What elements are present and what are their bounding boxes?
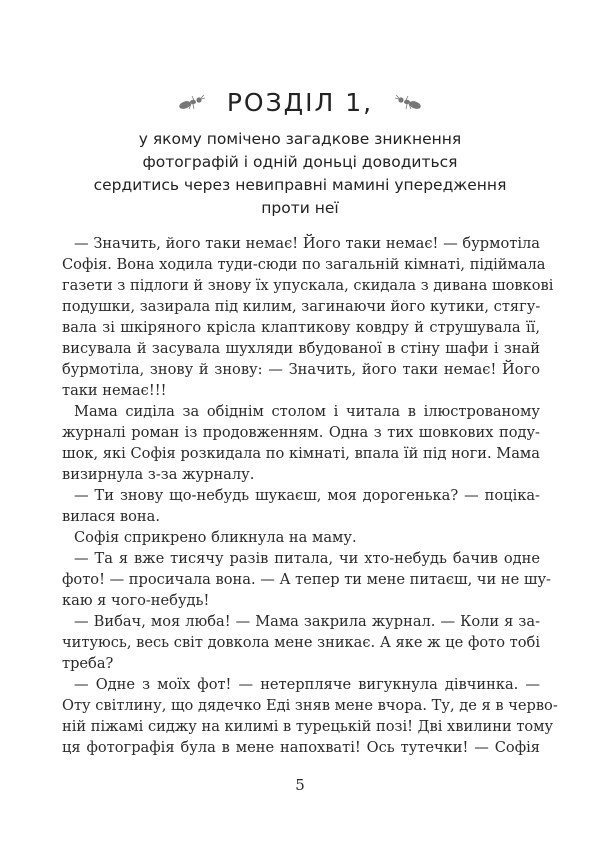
text-line: газети з підлоги й знову їх упускала, скидала з дивана шовкові	[62, 277, 554, 294]
chapter-title: РОЗДІЛ 1,	[226, 87, 374, 117]
subtitle-line: проти неї	[261, 199, 339, 217]
text-line: каю я чого-небудь!	[62, 592, 210, 609]
text-line: Софія сприкрено бликнула на маму.	[74, 529, 357, 546]
text-line: визирнула з-за журналу.	[62, 466, 255, 483]
subtitle-line: у якому помічено загадкове зникнення	[138, 130, 462, 148]
text-line: ній піжамі сиджу на килимі в турецькій позі! Дві хвилини тому	[62, 718, 554, 735]
text-line: Софія. Вона ходила туди-сюди по загальній кімнаті, підіймала	[62, 256, 546, 273]
text-line: читуюсь, весь світ довкола мене зникає. А яке ж це фото тобі	[62, 634, 540, 651]
text-line: треба?	[62, 655, 114, 672]
text-line: висувала й засувала шухляди вбудованої в стіну шафи і знай	[62, 340, 540, 357]
subtitle-line: сердитись через невиправні мамині упередження	[93, 176, 507, 194]
text-line: — Та я вже тисячу разів питала, чи хто-небудь бачив одне	[74, 550, 540, 567]
text-line: бурмотіла, знову й знову: — Значить, його таки немає! Його	[62, 361, 540, 378]
text-line: журналі роман із продовженням. Одна з тих шовкових поду-	[62, 424, 540, 441]
text-line: фото! — просичала вона. — А тепер ти мене питаєш, чи не шу-	[62, 571, 551, 588]
text-line: вала зі шкіряного крісла клаптикову ковдру й струшувала її,	[62, 319, 540, 336]
text-line: — Вибач, моя люба! — Мама закрила журнал. — Коли я за-	[74, 613, 540, 630]
text-line: вилася вона.	[62, 508, 161, 525]
text-line: — Ти знову що-небудь шукаєш, моя дорогенька? — поціка-	[74, 487, 540, 504]
chapter-heading	[0, 82, 600, 220]
body-text	[62, 233, 558, 758]
text-line: таки немає!!!	[62, 382, 167, 399]
text-line: Оту світлину, що дядечко Еді зняв мене вчора. Ту, де я в черво-	[62, 697, 558, 714]
text-line: — Значить, його таки немає! Його таки немає! — бурмотіла	[74, 235, 540, 252]
chapter-title-row	[0, 82, 600, 122]
text-line: Мама сиділа за обіднім столом і читала в ілюстрованому	[74, 403, 540, 420]
subtitle-line: фотографій і одній доньці доводиться	[142, 153, 458, 171]
text-line: шок, які Софія розкидала по кімнаті, впала їй під ноги. Мама	[62, 445, 540, 462]
chapter-subtitle	[0, 128, 600, 220]
text-line: — Одне з моїх фот! — нетерпляче вигукнула дівчинка. —	[74, 676, 540, 693]
page-number: 5	[295, 776, 305, 794]
text-line: подушки, зазирала під килим, загинаючи його кутики, стягу-	[62, 298, 541, 315]
text-line: ця фотографія була в мене напохваті! Ось тутечки! — Софія	[62, 739, 540, 756]
ant-icon	[395, 94, 421, 110]
ant-icon	[179, 94, 205, 110]
